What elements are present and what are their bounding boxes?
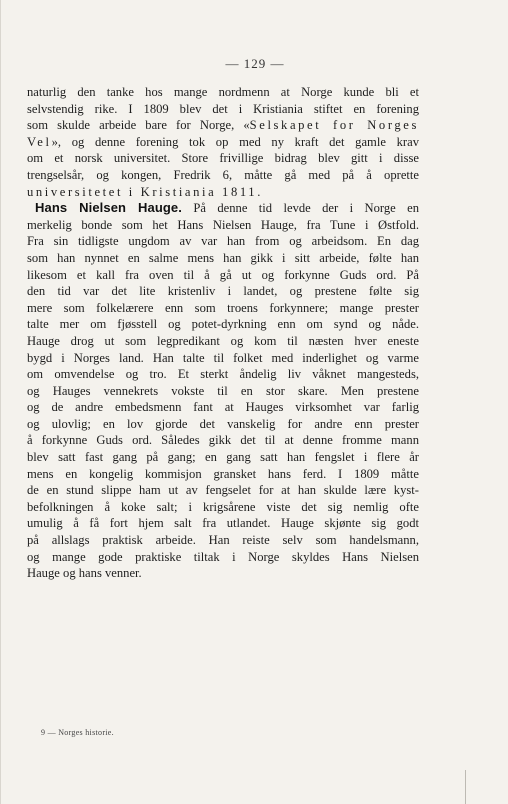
text-line: å forkynne Guds ord. Således gikk det til at denne fromme mann xyxy=(27,433,419,448)
text-run: som skulde arbeide bare for Norge, « xyxy=(27,118,250,133)
text-run: På denne tid levde der i Norge en xyxy=(181,201,420,216)
text-line: trengselsår, og kongen, Fredrik 6, måtte gå med på å oprette xyxy=(27,167,419,182)
text-line: om et norsk universitet. Store frivillige bidrag blev gitt i disse xyxy=(27,151,419,166)
text-line: talte mer om fjøsstell og potet-dyrkning enn om synd og nåde. xyxy=(27,317,419,332)
text-run: », og denne forening tok op med ny kraft det gamle krav xyxy=(51,134,419,149)
page-number: — 129 — xyxy=(225,56,285,71)
text-line: umulig å få fort hjem salt fra utlandet. Hauge skjønte sig godt xyxy=(27,516,419,531)
text-line: Hauge og hans venner. xyxy=(27,566,142,581)
page-fold-mark xyxy=(465,770,466,804)
text-line xyxy=(27,134,419,151)
text-line: de en stund slippe ham ut av fengselet for at han skulde lære kyst- xyxy=(27,483,419,498)
text-line xyxy=(27,117,419,134)
text-line: naturlig den tanke hos mange nordmenn at Norge kunde bli et xyxy=(27,85,419,99)
body-text xyxy=(27,84,419,582)
text-line: bygd i Norges land. Han talte til folket med inderlighet og varme xyxy=(27,350,419,365)
text-line xyxy=(27,200,419,217)
spaced-society-name: Selskapet for Norges xyxy=(249,118,419,133)
spaced-society-name-end: Vel xyxy=(27,134,52,149)
text-run: . xyxy=(257,184,261,199)
text-line: merkelig bonde som het Hans Nielsen Hauge, fra Tune i Østfold. xyxy=(27,217,419,232)
text-line xyxy=(27,184,419,201)
text-line: på allslags praktisk arbeide. Han reiste selv som handelsmann, xyxy=(27,533,419,548)
text-line: og mange gode praktiske tiltak i Norge skyldes Hans Nielsen xyxy=(27,549,419,564)
text-line: mens en kongelig kommisjon gransket hans ferd. I 1809 måtte xyxy=(27,466,419,481)
signature-mark: 9 — Norges historie. xyxy=(41,728,114,737)
text-line: og Hauges vennekrets vokste til en stor skare. Men prestene xyxy=(27,383,419,398)
text-line: mere som folkelærere enn som troens forkynnere; mange prester xyxy=(27,300,419,315)
spaced-university-name: universitetet i Kristiania 1811 xyxy=(27,184,258,199)
text-line: og ulovlig; en lov gjorde det vanskelig for andre enn prester xyxy=(27,416,419,431)
text-line: blev satt fast gang på gang; en gang satt han fengslet i flere år xyxy=(27,450,419,465)
section-heading: Hans Nielsen Hauge. xyxy=(35,200,182,216)
text-line: Fra sin tidligste ungdom av var han from og arbeidsom. En dag xyxy=(27,234,419,249)
text-line: likesom et kall fra oven til å gå ut og forkynne Guds ord. På xyxy=(27,267,419,282)
text-line: om omvendelse og tro. Et sterkt åndelig liv våknet mangesteds, xyxy=(27,367,419,382)
text-line: befolkningen å koke salt; i krigsårene viste det sig nemlig ofte xyxy=(27,499,419,514)
text-line: Hauge drog ut som legpredikant og kom til næsten hver eneste xyxy=(27,333,419,348)
text-line: selvstendig rike. I 1809 blev det i Kristiania stiftet en forening xyxy=(27,101,419,116)
text-line: den tid var det lite kristenliv i landet, og prestene følte sig xyxy=(27,284,419,299)
text-line: og de andre embedsmenn fant at Hauges virksomhet var farlig xyxy=(27,400,419,415)
text-line: som han nynnet en salme mens han gikk i sitt arbeide, følte han xyxy=(27,250,419,265)
